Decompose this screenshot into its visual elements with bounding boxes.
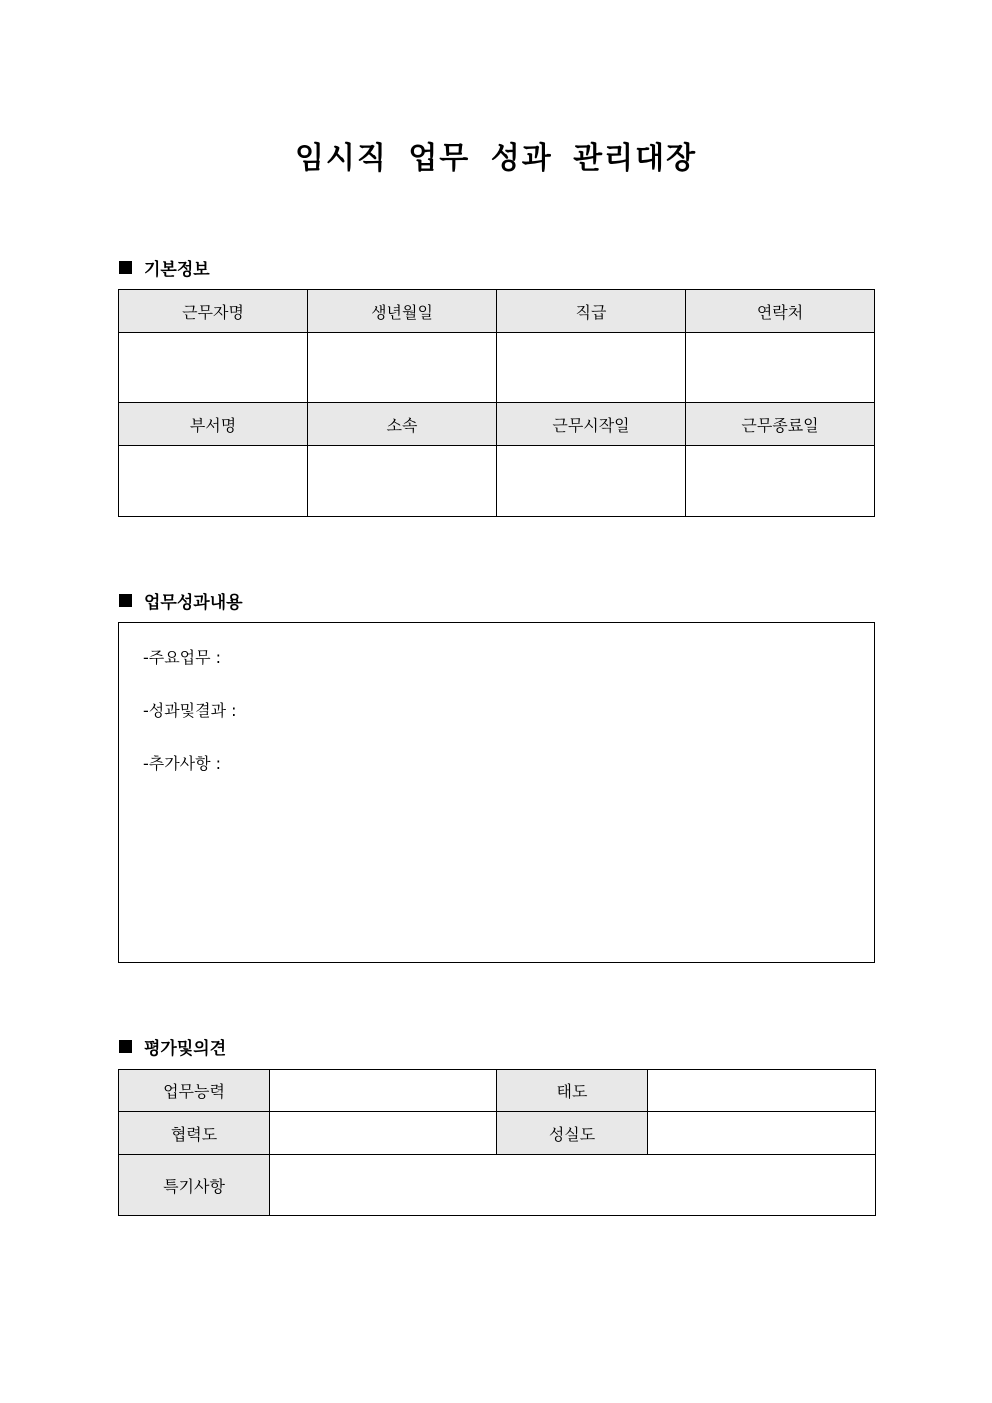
section-heading-performance	[119, 588, 243, 613]
attitude-field[interactable]	[648, 1070, 876, 1112]
header-start-date: 근무시작일	[497, 403, 686, 446]
label-cooperation: 협력도	[119, 1112, 270, 1155]
results-line: -성과및결과 :	[143, 701, 237, 720]
affiliation-field[interactable]	[308, 446, 497, 517]
evaluation-table	[118, 1069, 876, 1216]
square-bullet-icon	[119, 594, 132, 607]
contact-field[interactable]	[686, 333, 875, 403]
header-birth-date: 생년월일	[308, 290, 497, 333]
cooperation-field[interactable]	[270, 1112, 497, 1155]
basic-info-table	[118, 289, 875, 517]
department-field[interactable]	[119, 446, 308, 517]
header-position: 직급	[497, 290, 686, 333]
label-remarks: 특기사항	[119, 1155, 270, 1216]
document-title: 임시직 업무 성과 관리대장	[294, 141, 698, 176]
performance-content-box[interactable]	[118, 622, 875, 963]
sincerity-field[interactable]	[648, 1112, 876, 1155]
header-contact: 연락처	[686, 290, 875, 333]
label-attitude: 태도	[497, 1070, 648, 1112]
worker-name-field[interactable]	[119, 333, 308, 403]
header-affiliation: 소속	[308, 403, 497, 446]
main-duties-line: -주요업무 :	[143, 648, 222, 667]
section-heading-label: 평가및의견	[144, 1039, 227, 1059]
birth-date-field[interactable]	[308, 333, 497, 403]
section-heading-evaluation	[119, 1034, 226, 1059]
header-worker-name: 근무자명	[119, 290, 308, 333]
additional-notes-line: -추가사항 :	[143, 754, 222, 773]
start-date-field[interactable]	[497, 446, 686, 517]
work-ability-field[interactable]	[270, 1070, 497, 1112]
end-date-field[interactable]	[686, 446, 875, 517]
header-end-date: 근무종료일	[686, 403, 875, 446]
label-work-ability: 업무능력	[119, 1070, 270, 1112]
position-field[interactable]	[497, 333, 686, 403]
label-sincerity: 성실도	[497, 1112, 648, 1155]
square-bullet-icon	[119, 1040, 132, 1053]
section-heading-basic-info	[119, 255, 210, 280]
header-department: 부서명	[119, 403, 308, 446]
section-heading-label: 기본정보	[144, 260, 210, 280]
remarks-field[interactable]	[270, 1155, 876, 1216]
section-heading-label: 업무성과내용	[144, 593, 243, 613]
square-bullet-icon	[119, 261, 132, 274]
